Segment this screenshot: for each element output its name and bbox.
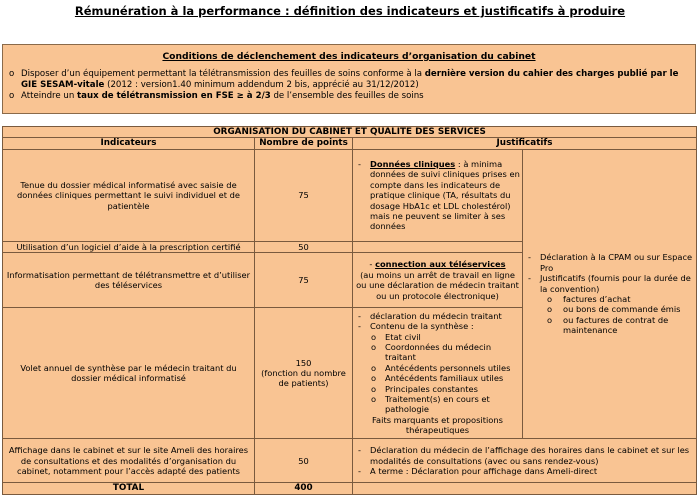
- justificatif-cell: - connection aux téléservices (au moins un arrêt de travail en ligne ou une déclaration de médecin traitant ou un protocole électronique): [353, 253, 523, 308]
- synthesis-item: o Coordonnées du médecin traitant: [355, 342, 520, 363]
- header-points: Nombre de points: [255, 138, 353, 149]
- group-justificatif-cell: [523, 149, 697, 438]
- just-item: - Contenu de la synthèse :: [355, 321, 520, 331]
- points-cell: [255, 308, 353, 439]
- just-item: - déclaration du médecin traitant: [355, 311, 520, 321]
- condition-2-text: Atteindre un: [21, 91, 75, 101]
- justificatif-cell: [353, 308, 523, 439]
- condition-2-bold: taux de télétransmission en FSE ≥ à 2/3: [77, 91, 271, 101]
- just-item: - A terme : Déclaration pour affichage dans Ameli-direct: [355, 466, 694, 476]
- points-note: (fonction du nombre de patients): [261, 368, 346, 389]
- justificatif-cell: [353, 439, 697, 483]
- points-cell: 50: [255, 439, 353, 483]
- condition-1-text: Disposer d’un équipement permettant la télétransmission des feuilles de soins conforme à la: [21, 69, 423, 79]
- synthesis-item: o Principales constantes: [355, 384, 520, 394]
- just-item: - Déclaration du médecin de l’affichage des horaires dans le cabinet et sur les modalités de consultations (avec ou sans rendez-vous): [355, 445, 694, 466]
- indicator-cell: Affichage dans le cabinet et sur le site Ameli des horaires de consultations et des modalités d’organisation du cabinet, notamment pour l’accès adapté des patients: [3, 439, 255, 483]
- table-row: [3, 149, 697, 241]
- group-subitem: o ou factures de contrat de maintenance: [525, 315, 694, 336]
- condition-item-rate: [9, 91, 695, 102]
- section-title: ORGANISATION DU CABINET ET QUALITE DES SERVICES: [3, 127, 697, 138]
- total-row: [3, 483, 697, 494]
- total-points: 400: [255, 483, 353, 494]
- points-cell: 50: [255, 241, 353, 252]
- indicator-cell: Utilisation d’un logiciel d’aide à la prescription certifié: [3, 241, 255, 252]
- group-item: - Déclaration à la CPAM ou sur Espace Pro: [525, 252, 694, 273]
- column-header-row: [3, 138, 697, 149]
- synthesis-item: o Traitement(s) en cours et pathologie: [355, 394, 520, 415]
- indicators-table: [2, 126, 697, 495]
- header-indicateurs: Indicateurs: [3, 138, 255, 149]
- synthesis-item: o Antécédents familiaux utiles: [355, 373, 520, 383]
- section-title-row: [3, 127, 697, 138]
- group-item: - Justificatifs (fournis pour la durée de la convention): [525, 273, 694, 294]
- just-text: (au moins un arrêt de travail en ligne ou une déclaration de médecin traitant ou un protocole électronique): [356, 269, 519, 301]
- indicator-cell: Informatisation permettant de télétransmettre et d’utiliser des téléservices: [3, 253, 255, 308]
- total-empty-cell: [353, 483, 697, 494]
- total-label: TOTAL: [3, 483, 255, 494]
- conditions-heading: Conditions de déclenchement des indicateurs d’organisation du cabinet: [162, 51, 536, 62]
- points-value: 150: [295, 357, 312, 368]
- justificatif-cell: [353, 241, 523, 252]
- condition-2-post: de l’ensemble des feuilles de soins: [273, 91, 424, 101]
- synthesis-footer: Faits marquants et propositions thérapeutiques: [372, 414, 503, 436]
- indicator-cell: Tenue du dossier médical informatisé avec saisie de données cliniques permettant le suivi individuel et de patientèle: [3, 149, 255, 241]
- group-subitem: o factures d’achat: [525, 294, 694, 304]
- table-row: [3, 439, 697, 483]
- indicator-cell: Volet annuel de synthèse par le médecin traitant du dossier médical informatisé: [3, 308, 255, 439]
- header-justificatifs: Justificatifs: [353, 138, 697, 149]
- just-text: : à minima données de suivi cliniques prises en compte dans les indicateurs de pratique clinique (TA, résultats du dosage HbA1c et LDL cholestérol) mais ne peuvent se limiter à ses données: [370, 158, 520, 232]
- page-title: Rémunération à la performance : définition des indicateurs et justificatifs à produire: [74, 4, 626, 18]
- condition-1-post: (2012 : version1.40 minimum addendum 2 bis, apprécié au 31/12/2012): [107, 80, 419, 90]
- conditions-box: [2, 44, 696, 114]
- conditions-list: [9, 69, 695, 102]
- synthesis-item: o Etat civil: [355, 332, 520, 342]
- just-bold: connection aux téléservices: [375, 259, 506, 270]
- synthesis-item: o Antécédents personnels utiles: [355, 363, 520, 373]
- group-subitem: o ou bons de commande émis: [525, 304, 694, 314]
- points-cell: 75: [255, 149, 353, 241]
- justificatif-cell: [353, 149, 523, 241]
- condition-item-equipment: [9, 69, 695, 91]
- condition-1-bold: dernière version du cahier des charges publié par le GIE SESAM-vitale: [21, 69, 679, 90]
- points-cell: 75: [255, 253, 353, 308]
- just-bold: Données cliniques: [370, 158, 456, 169]
